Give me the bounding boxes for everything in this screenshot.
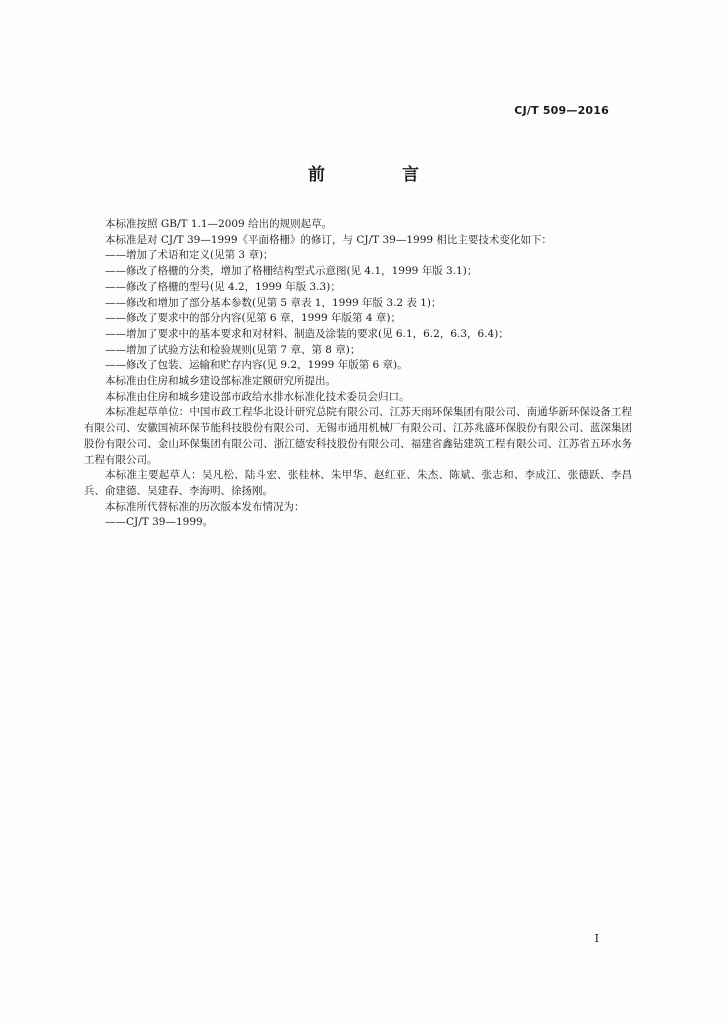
change-item: ——修改了包装、运输和贮存内容(见 9.2，1999 年版第 6 章)。: [105, 359, 408, 372]
change-item: ——增加了试验方法和检验规则(见第 7 章、第 8 章)；: [105, 343, 361, 356]
drafters-paragraph: 本标准主要起草人：吴凡松、陆斗宏、张桂林、朱甲华、赵红亚、朱杰、陈斌、张志和、李成江、张德跃、李昌兵、俞建德、吴建春、李海明、徐扬刚。: [84, 469, 632, 497]
page-title: 前 言: [308, 165, 449, 185]
previous-edition-item: ——CJ/T 39—1999。: [105, 516, 214, 529]
drafting-units-paragraph: 本标准起草单位：中国市政工程华北设计研究总院有限公司、江苏天雨环保集团有限公司、南通华新环保设备工程有限公司、安徽国祯环保节能科技股份有限公司、无锡市通用机械厂有限公司、江苏兆盛环保股份有限公司、蓝深集团股份有限公司、金山环保集团有限公司、浙江德安科技股份有限公司、福建省鑫钻建筑工程有限公司、江苏省五环水务工程有限公司。: [84, 406, 632, 466]
change-item: ——修改和增加了部分基本参数(见第 5 章表 1，1999 年版 3.2 表 1)；: [105, 296, 442, 309]
change-item: ——增加了术语和定义(见第 3 章)；: [105, 249, 274, 262]
paragraph: 本标准按照 GB/T 1.1—2009 给出的规则起草。: [105, 218, 333, 230]
change-item: ——修改了格栅的型号(见 4.2，1999 年版 3.3)；: [105, 280, 341, 293]
foreword-body: [84, 217, 632, 531]
paragraph: 本标准是对 CJ/T 39—1999《平面格栅》的修订，与 CJ/T 39—1999 相比主要技术变化如下：: [105, 233, 552, 246]
change-item: ——修改了要求中的部分内容(见第 6 章，1999 年版第 4 章)；: [105, 312, 401, 325]
paragraph: 本标准由住房和城乡建设部市政给水排水标准化技术委员会归口。: [105, 390, 410, 403]
change-item: ——增加了要求中的基本要求和对材料、制造及涂装的要求(见 6.1，6.2，6.3，6.4)；: [105, 327, 509, 340]
page-number: I: [594, 932, 599, 945]
standard-code: CJ/T 509—2016: [514, 104, 609, 117]
change-item: ——修改了格栅的分类，增加了格栅结构型式示意图(见 4.1，1999 年版 3.1)；: [105, 265, 478, 278]
paragraph: 本标准由住房和城乡建设部标准定额研究所提出。: [105, 375, 336, 388]
paragraph: 本标准所代替标准的历次版本发布情况为：: [105, 500, 305, 513]
